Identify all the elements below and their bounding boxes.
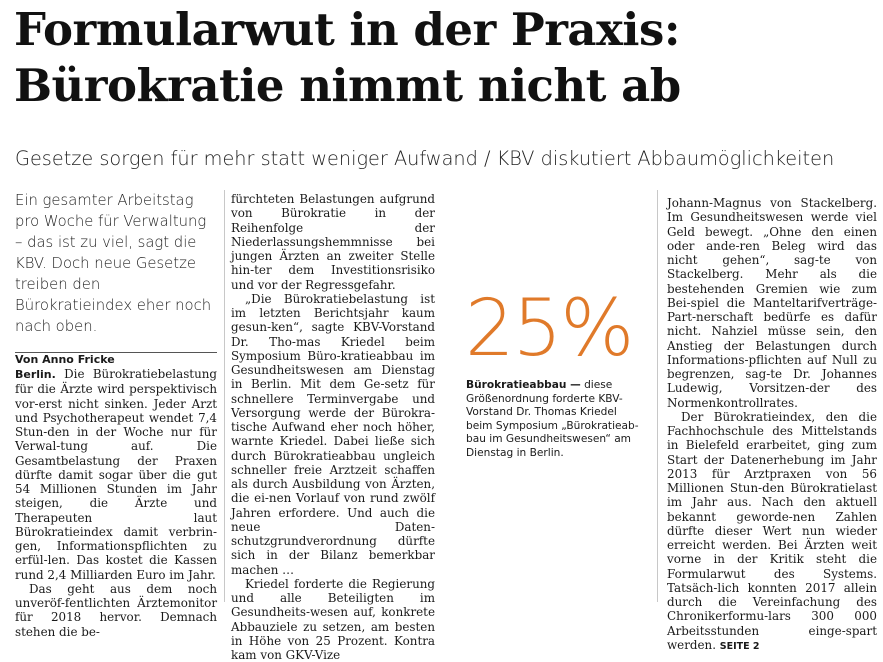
headline-line-1: Formularwut in der Praxis:	[14, 3, 680, 56]
body-text: Die Bürokratiebelastung für die Ärzte wird perspektivisch vor-erst nicht sinken. Jeder Arzt und Psychotherapeut wendet 7,4 Stun-den in der Woche nur für Verwal-tung auf. Die Gesamtbelastung der Praxen dürfte damit sogar über die gut 54 Millionen Stunden im Jahr steigen, die Ärzte und Therapeuten laut Bürokratieindex damit verbrin-gen, Informationspflichten zu erfül-len. Das kostet die Kassen rund 2,4 Milliarden Euro im Jahr.	[15, 367, 218, 582]
subheadline: Gesetze sorgen für mehr statt weniger Aufwand / KBV diskutiert Abbaumöglichkeiten	[15, 147, 835, 170]
page-reference[interactable]: SEITE 2	[719, 640, 760, 652]
column-2	[231, 192, 435, 662]
body-paragraph: „Die Bürokratiebelastung ist im letzten Berichtsjahr kaum gesun-ken“, sagte KBV-Vorstand Dr. Tho-mas Kriedel beim Symposium Büro-kratieabbau im Gesundheitswesen am Dienstag in Berlin. Mit dem Ge-setz für schnellere Terminvergabe und Versorgung werde der Bürokra-tische Aufwand eher noch höher, warnte Kriedel. Dabei ließe sich durch Bürokratieabbau ungleich schneller freie Arztzeit schaffen als durch Ausbildung von Ärzten, die ei-nen Vorlauf von rund zwölf Jahren erfordere. Und auch die neue Daten-schutzgrundverordnung dürfte sich in der Bilanz bemerkbar machen …	[231, 291, 435, 577]
column-divider	[224, 190, 225, 602]
body-paragraph	[667, 410, 877, 654]
body-paragraph	[15, 367, 217, 582]
body-paragraph: Das geht aus dem noch unveröf-fentlichten Ärztemonitor für 2018 hervor. Demnach stehen die be-	[15, 581, 217, 639]
caption-label: Bürokratieabbau —	[466, 379, 581, 391]
body-paragraph: fürchteten Belastungen aufgrund von Bürokratie in der Reihenfolge der Niederlassungshemmnisse bei jungen Ärzten an zweiter Stelle hin-ter dem Investitionsrisiko und vor der Regressgefahr.	[231, 192, 435, 292]
infobox-caption	[466, 379, 646, 460]
body-paragraph: Johann-Magnus von Stackelberg. Im Gesundheitswesen werde viel Geld bewegt. „Ohne den einen oder ande-ren Beleg wird das nicht gehen“, sag-te von Stackelberg. Mehr als die bestehenden Gremien wie zum Bei-spiel die Manteltarifverträge-Part-nerschaft bedürfe es dafür nicht. Nahziel müsse sein, den Anstieg der Belastungen durch Informations-pflichten auf Null zu begrenzen, sag-te Dr. Johannes Ludewig, Vorsitzen-der des Normenkontrollrates.	[667, 196, 877, 410]
caption-text: diese Größenordnung forderte KBV-Vorstand Dr. Thomas Kriedel beim Symposium „Bürokratieab-bau im Gesundheitswesen“ am Dienstag in Berlin.	[466, 379, 639, 459]
dateline: Berlin.	[15, 368, 56, 381]
column-1	[15, 190, 218, 639]
headline-line-2: Bürokratie nimmt nicht ab	[14, 59, 681, 112]
body-paragraph: Kriedel forderte die Regierung und alle Beteiligten im Gesundheits-wesen auf, konkrete Abbauziele zu setzen, am besten in Höhe von 25 Prozent. Kontra kam von GKV-Vize	[231, 576, 435, 662]
column-4	[667, 196, 877, 652]
percent-figure: 25%	[465, 284, 633, 374]
column-divider	[657, 190, 658, 602]
body-text: Der Bürokratieindex, den die Fachhochschule des Mittelstands in Bielefeld erarbeitet, ging zum Start der Datenerhebung im Jahr 2013 für Arztpraxen von 56 Millionen Stun-den Bürokratielast im Jahr aus. Nach den aktuell bekannt geworde-nen Zahlen dürfte dieser Wert nun wieder erreicht werden. Bei Ärzten weit vorne in der Kritik steht die Formularwut des Systems. Tatsäch-lich konnten 2017 allein durch die Vereinfachung des Chronikerformu-lars 300 000 Arbeitsstunden einge-spart werden.	[667, 409, 877, 652]
headline	[14, 2, 681, 114]
teaser: Ein gesamter Arbeitstag pro Woche für Verwaltung – das ist zu viel, sagt die KBV. Doch neue Gesetze treiben den Bürokratieindex eher noch nach oben.	[15, 192, 212, 335]
byline: Von Anno Fricke	[15, 353, 115, 366]
